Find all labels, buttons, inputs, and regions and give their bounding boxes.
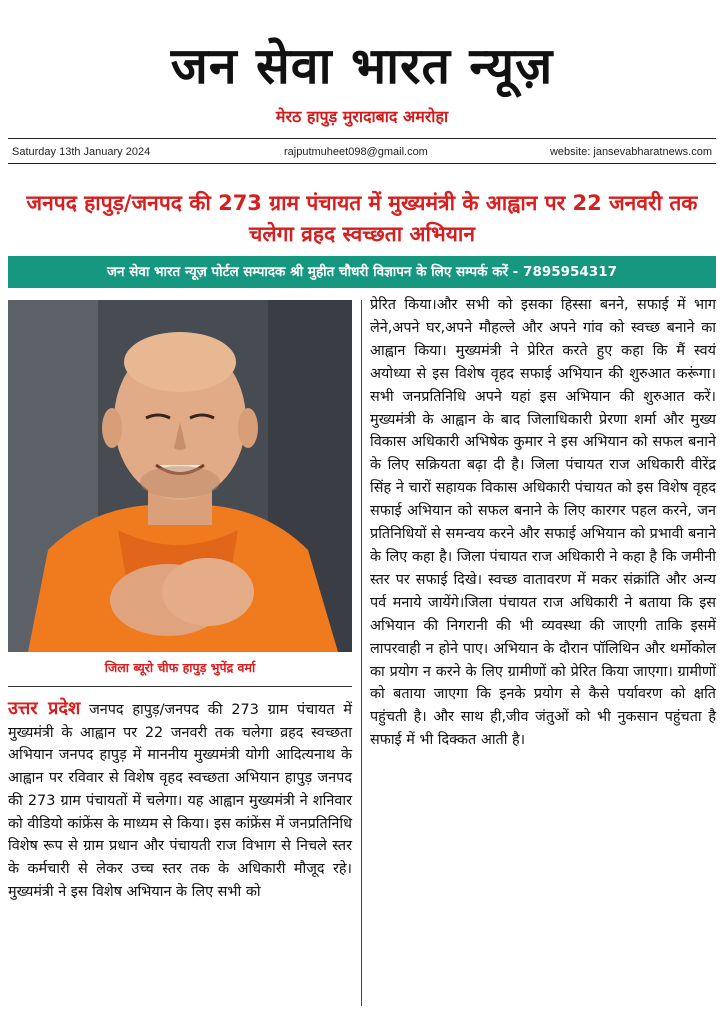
article-headline: जनपद हापुड़/जनपद की 273 ग्राम पंचायत में मुख्यमंत्री के आह्वान पर 22 जनवरी तक चलेगा व्रहद स्वच्छता अभियान	[26, 191, 698, 246]
article-body-left	[8, 698, 352, 903]
caption-rule	[8, 686, 352, 687]
dateline-location: उत्तर प्रदेश	[8, 698, 81, 719]
issue-date: Saturday 13th January 2024	[12, 146, 151, 158]
body-text-left: जनपद हापुड़/जनपद की 273 ग्राम पंचायत में मुख्यमंत्री के आह्वान पर 22 जनवरी तक चलेगा व्रहद स्वच्छता अभियान जनपद हापुड़ में माननीय मुख्यमंत्री योगी आदित्यनाथ के आह्वान पर रविवार से विशेष वृहद स्वच्छता अभियान हापुड़ जनपद की 273 ग्राम पंचायतों में चलेगा। यह आह्वान मुख्यमंत्री ने शनिवार को वीडियो कांफ्रेंस के माध्यम से किया। इस कांफ्रेंस में जनप्रतिनिधि विशेष रूप से ग्राम प्रधान और पंचायती राज विभाग से निचले स्तर के कर्मचारी से लेकर उच्च स्तर तक के अधिकारी मौजूद रहे। मुख्यमंत्री ने इस विशेष अभियान के लिए सभी को	[8, 702, 352, 900]
body-text-right: प्रेरित किया।और सभी को इसका हिस्सा बनने, सफाई में भाग लेने,अपने घर,अपने मौहल्ले और अपने गांव को स्वच्छ बनाने का आह्वान किया। मुख्यमंत्री ने प्रेरित करते हुए कहा कि मैं स्वयं अयोध्या से इस विशेष वृहद सफाई अभियान की शुरुआत करूंगा। सभी जनप्रतिनिधि अपने यहां इस अभियान की शुरुआत करें। मुख्यमंत्री के आह्वान के बाद जिलाधिकारी प्रेरणा शर्मा और मुख्य विकास अधिकारी अभिषेक कुमार ने इस अभियान को सफल बनाने के लिए सक्रियता बढ़ा दी है। जिला पंचायत राज अधिकारी वीरेंद्र सिंह ने चारों सहायक विकास अधिकारी पंचायत को इस विशेष वृहद सफाई अभियान को सफल बनाने के लिए कारगर पहल करने, जन प्रतिनिधियों से समन्वय करने और सफाई अभियान को प्रभावी बनाने के लिए कहा है। जिला पंचायत राज अधिकारी ने कहा है कि जमीनी स्तर पर सफाई दिखे। स्वच्छ वातावरण में मकर संक्रांति और अन्य पर्व मनाये जायेंगे।जिला पंचायत राज अधिकारी ने बताया कि इस अभियान की निगरानी की भी व्यवस्था की जाएगी ताकि इसमें लापरवाही न होने पाए। अभियान के दौरान पॉलिथिन और थर्मोकोल का प्रयोग न करने के लिए ग्रामीणों को प्रेरित किया जाएगा। ग्रामीणों को बताया जाएगा कि इनके प्रयोग से कैसे पर्यावरण को क्षति पहुंचती है। और साथ ही,जीव जंतुओं को भी नुकसान पहुंचता है सफाई में भी दिक्कत आती है।	[370, 297, 716, 749]
article-body-right	[370, 294, 716, 752]
dateline-top-rule	[8, 138, 716, 139]
contact-email: rajputmuheet098@gmail.com	[284, 146, 428, 158]
column-divider	[361, 300, 362, 1006]
portrait-illustration	[8, 300, 352, 652]
website-address: website: jansevabharatnews.com	[549, 146, 712, 158]
dateline	[12, 144, 712, 160]
article-photo	[8, 300, 352, 652]
masthead-cities: मेरठ हापुड़ मुरादाबाद अमरोहा	[275, 107, 449, 126]
photo-caption: जिला ब्यूरो चीफ हापुड़ भुपेंद्र वर्मा	[104, 660, 256, 675]
masthead-title: जन सेवा भारत न्यूज़	[170, 37, 554, 95]
advertisement-banner: जन सेवा भारत न्यूज़ पोर्टल सम्पादक श्री मुहीत चौधरी विज्ञापन के लिए सम्पर्क करें - 7895954317	[8, 256, 716, 288]
dateline-bottom-rule	[8, 163, 716, 164]
